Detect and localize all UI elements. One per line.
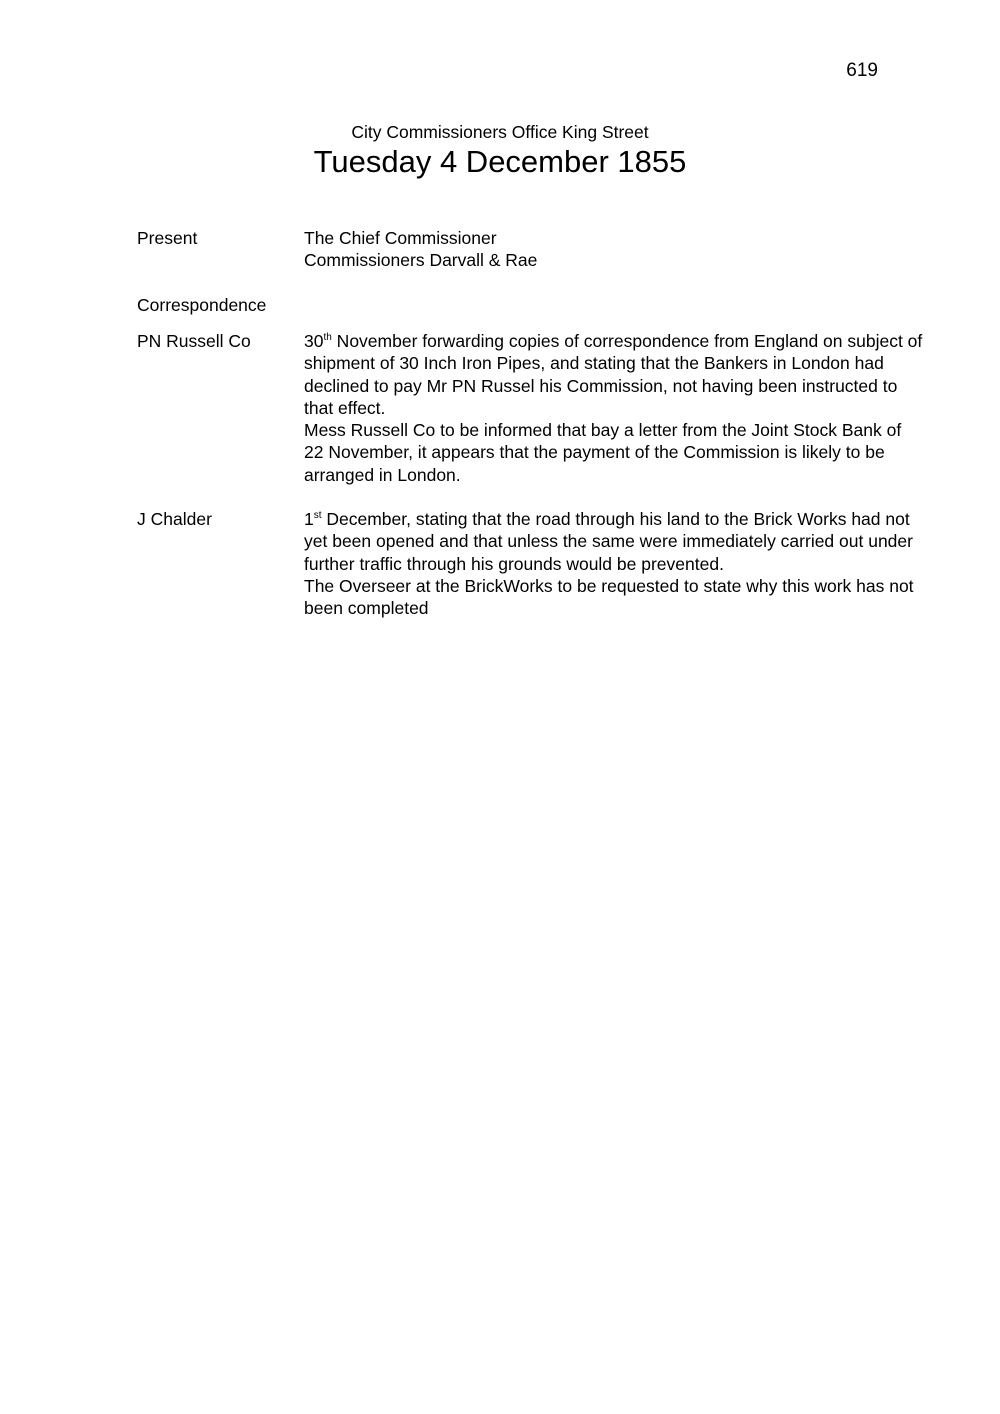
- page-number: 619: [846, 60, 878, 81]
- correspondence-entry: [137, 508, 927, 623]
- entry-date-suffix: st: [313, 510, 322, 521]
- present-line: Commissioners Darvall & Rae: [304, 250, 538, 271]
- entry-text: [304, 508, 924, 619]
- present-list: [304, 227, 924, 272]
- entry-date-number: 30: [304, 331, 324, 351]
- correspondence-heading: Correspondence: [137, 295, 267, 315]
- meeting-date: Tuesday 4 December 1855: [313, 144, 687, 179]
- correspondence-section: [137, 294, 927, 318]
- present-section: [137, 227, 927, 273]
- entry-body-text: December, stating that the road through his land to the Brick Works had not yet been opened and that unless the same were immediately carried out under further traffic through his grounds would be prevented.: [304, 509, 913, 574]
- minutes-header: [0, 121, 1000, 180]
- office-title: City Commissioners Office King Street: [351, 122, 649, 142]
- entry-text: [304, 330, 924, 486]
- present-line: The Chief Commissioner: [304, 228, 497, 248]
- entry-resolution: The Overseer at the BrickWorks to be requested to state why this work has not been completed: [304, 575, 914, 619]
- entry-resolution: Mess Russell Co to be informed that bay a letter from the Joint Stock Bank of 22 November, it appears that the payment of the Commission is likely to be arranged in London.: [304, 420, 902, 485]
- entry-date-suffix: th: [323, 332, 332, 343]
- entry-sender: PN Russell Co: [137, 331, 251, 351]
- entry-body: [304, 508, 924, 575]
- entry-sender: J Chalder: [137, 509, 212, 529]
- correspondence-entry: [137, 330, 927, 490]
- present-label: Present: [137, 228, 198, 248]
- entry-body-text: November forwarding copies of correspondence from England on subject of shipment of 30 Inch Iron Pipes, and stating that the Bankers in London had declined to pay Mr PN Russel his Commission, not having been instructed to that effect.: [304, 331, 923, 418]
- entry-date-number: 1: [304, 509, 314, 529]
- entry-body: [304, 330, 924, 419]
